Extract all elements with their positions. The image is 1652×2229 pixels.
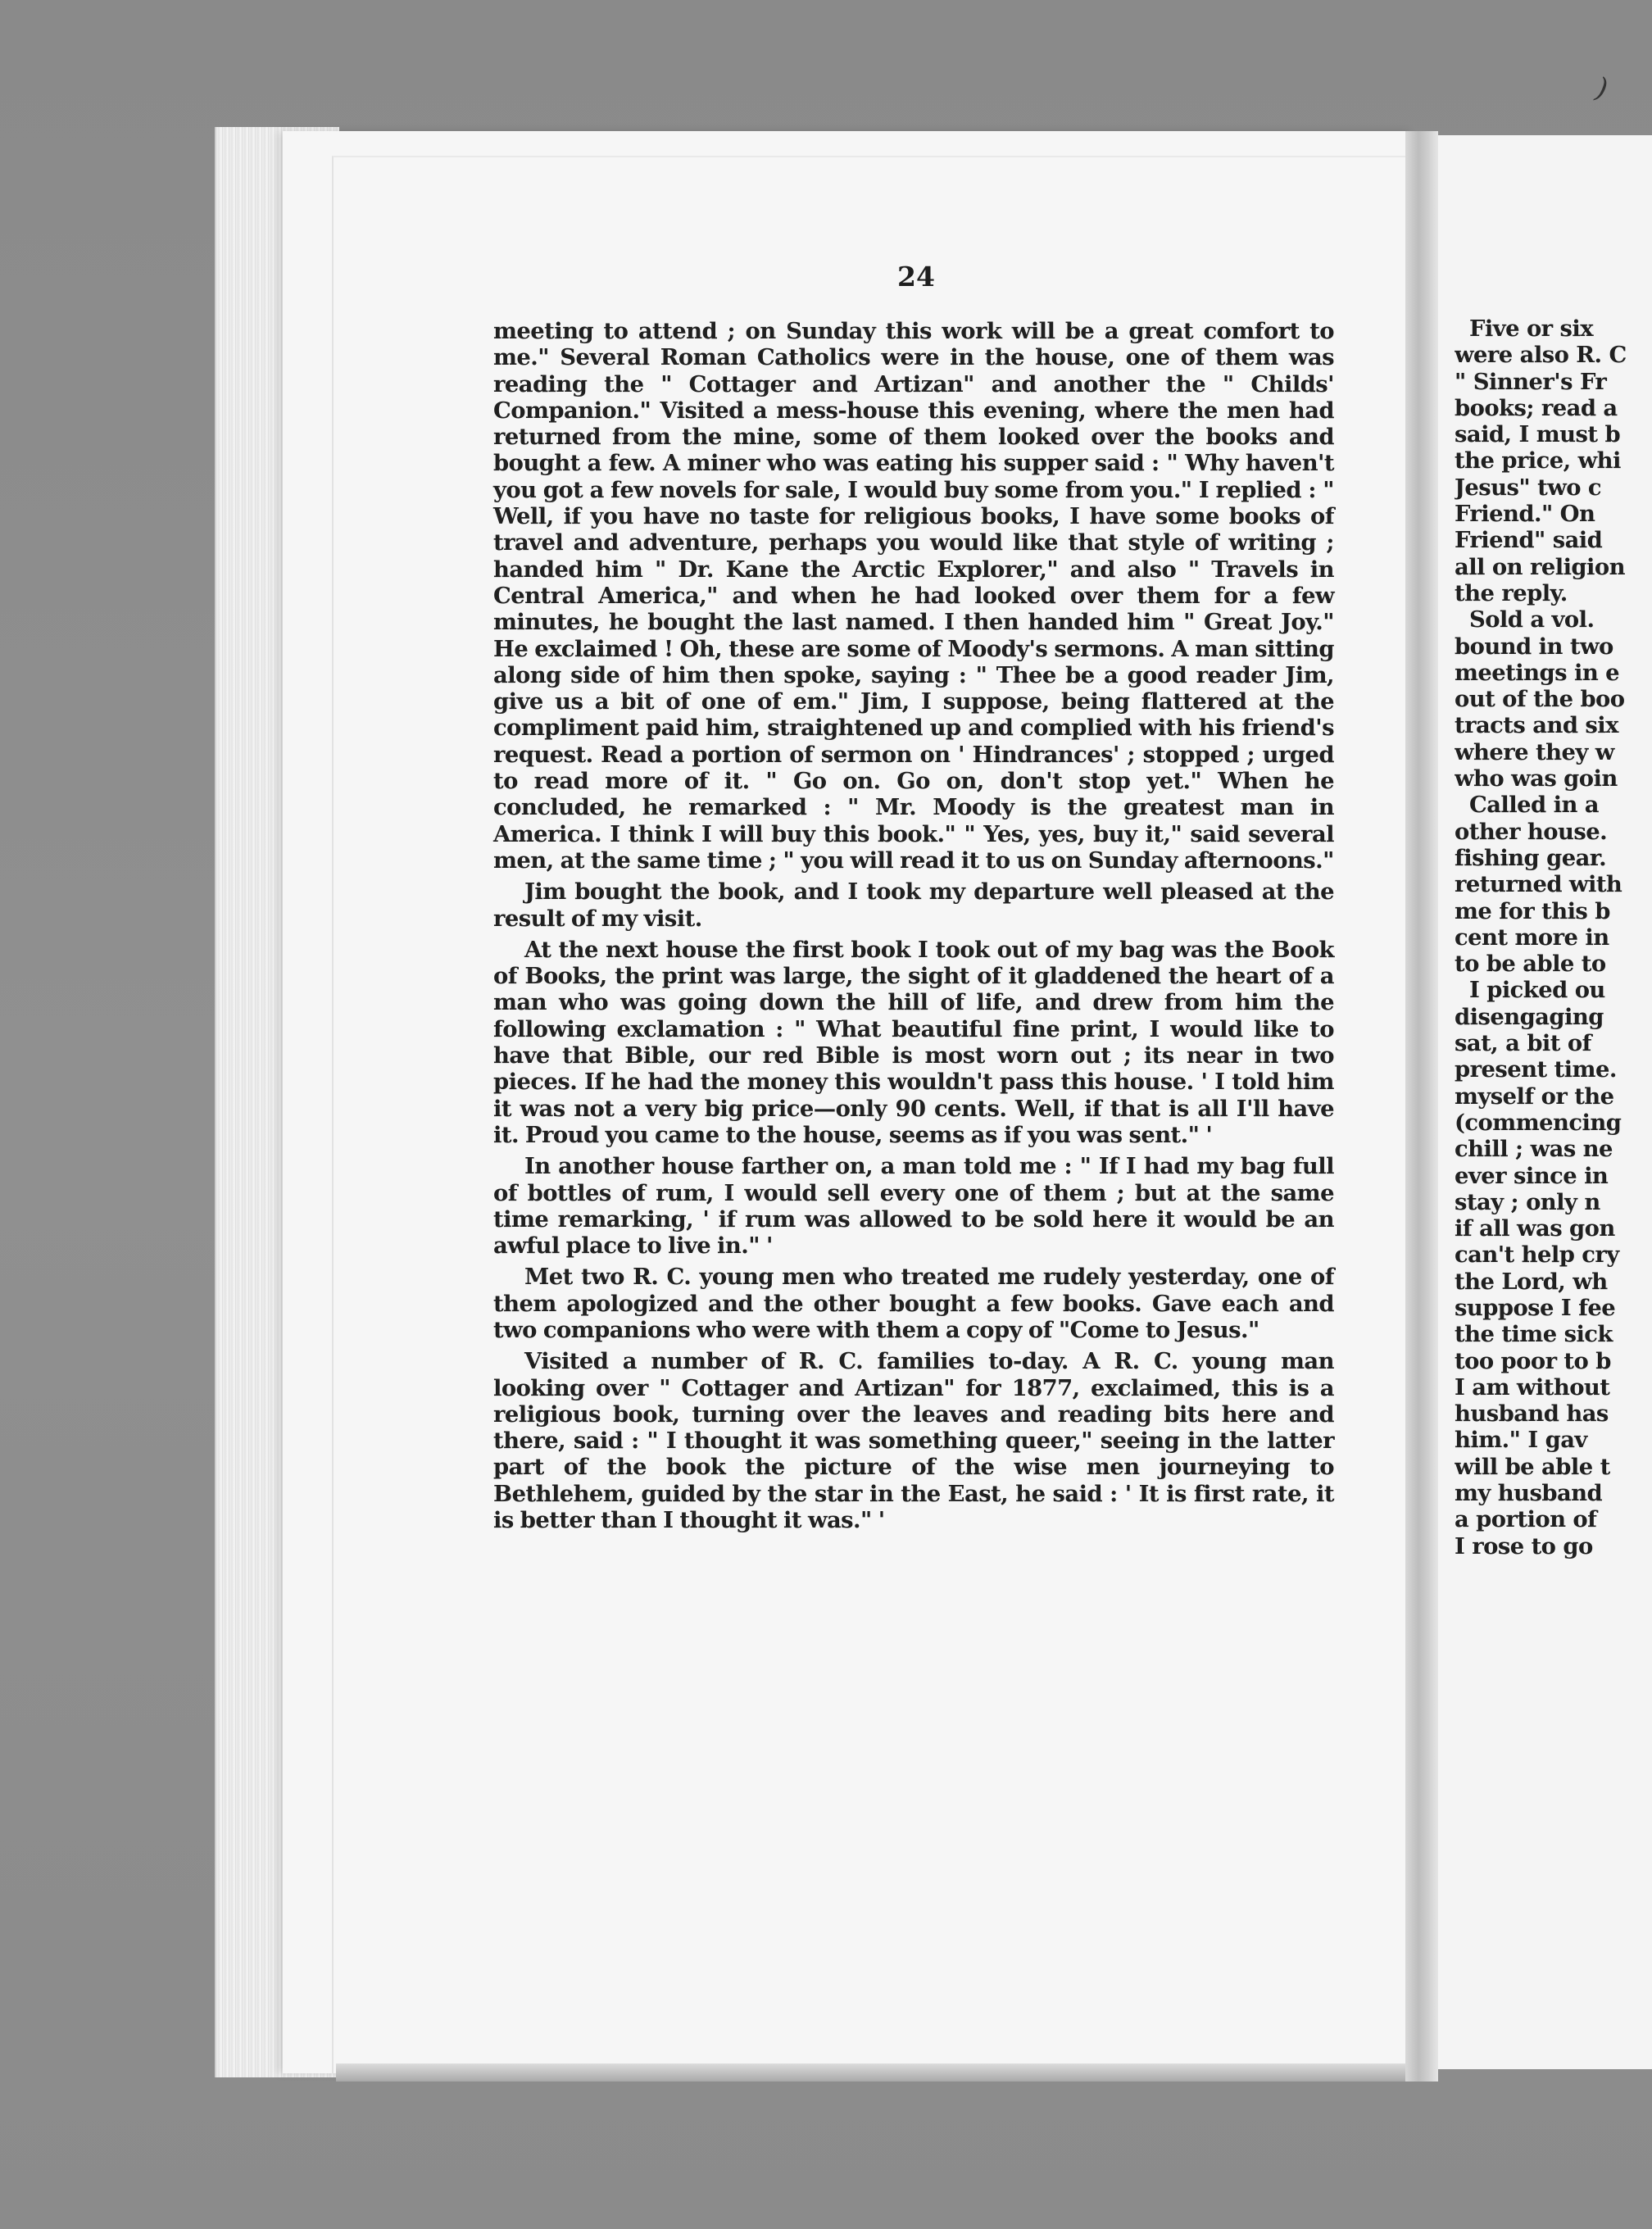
right-page-line: I picked ou bbox=[1455, 977, 1605, 1004]
right-page-line: who was goin bbox=[1455, 765, 1618, 792]
right-page-line: my husband bbox=[1455, 1480, 1603, 1507]
right-page-line: disengaging bbox=[1455, 1003, 1604, 1030]
right-page-line: the reply. bbox=[1455, 579, 1568, 606]
right-page-line: a portion of bbox=[1455, 1506, 1597, 1533]
right-page-line: " Sinner's Fr bbox=[1455, 368, 1607, 395]
paragraph: Visited a number of R. C. families to-day. A R. C. young man looking over " Cottager and Artizan" for 1877, exclaimed, this is a religious book, turning over the leaves and reading bits here and there, said : " I thought it was something queer," seeing in the latter part of the book the picture of the wise men journeying to Bethlehem, guided by the star in the East, he said : ' It is first rate, it is better than I thought it was." ' bbox=[493, 1348, 1334, 1534]
right-page-line: out of the boo bbox=[1455, 686, 1625, 713]
right-page-line: I rose to go bbox=[1455, 1532, 1593, 1559]
right-page-line: Sold a vol. bbox=[1455, 606, 1595, 633]
right-page-line: were also R. C bbox=[1455, 342, 1627, 369]
right-page-line: to be able to bbox=[1455, 951, 1606, 978]
right-page-line: (commencing bbox=[1455, 1109, 1622, 1136]
right-page-line: where they w bbox=[1455, 738, 1614, 765]
right-page-line: suppose I fee bbox=[1455, 1294, 1616, 1321]
right-page-line: the Lord, wh bbox=[1455, 1268, 1608, 1295]
right-page-line: I am without bbox=[1455, 1373, 1610, 1401]
book-gutter bbox=[1405, 131, 1438, 2081]
right-page-line: if all was gon bbox=[1455, 1215, 1615, 1242]
right-page-line: can't help cry bbox=[1455, 1242, 1619, 1269]
book-bottom-edge bbox=[336, 2063, 1438, 2081]
right-page-line: all on religion bbox=[1455, 553, 1625, 580]
right-page-line: too poor to b bbox=[1455, 1347, 1611, 1374]
right-page-line: will be able t bbox=[1455, 1453, 1610, 1480]
right-page-line: ever since in bbox=[1455, 1162, 1609, 1189]
right-page-line: other house. bbox=[1455, 818, 1608, 845]
right-page-line: bound in two bbox=[1455, 633, 1613, 660]
right-page-line: him." I gav bbox=[1455, 1427, 1587, 1454]
right-page-text-fragment bbox=[1455, 316, 1652, 1791]
paragraph: meeting to attend ; on Sunday this work will be a great comfort to me." Several Roman Catholics were in the house, one of them was reading the " Cottager and Artizan" and another the " Childs' Companion." Visited a mess-house this evening, where the men had returned from the mine, some of them looked over the books and bought a few. A miner who was eating his supper said : " Why haven't you got a few novels for sale, I would buy some from you." I replied : " Well, if you have no taste for religious books, I have some books of travel and adventure, perhaps you would like that style of writing ; handed him " Dr. Kane the Arctic Explorer," and also " Travels in Central America," and when he had looked over them for a few minutes, he bought the last named. I then handed him " Great Joy." He exclaimed ! Oh, these are some of Moody's sermons. A man sitting along side of him then spoke, saying : " Thee be a good reader Jim, give us a bit of one of em." Jim, I suppose, being flattered at the compliment paid him, straightened up and complied with his friend's request. Read a portion of sermon on ' Hindrances' ; stopped ; urged to read more of it. " Go on. Go on, don't stop yet." When he concluded, he remarked : " Mr. Moody is the greatest man in America. I think I will buy this book." " Yes, yes, buy it," said several men, at the same time ; " you will read it to us on Sunday afternoons." bbox=[493, 318, 1334, 874]
right-page-line: returned with bbox=[1455, 871, 1622, 898]
page-number: 24 bbox=[897, 261, 935, 293]
right-page-line: tracts and six bbox=[1455, 712, 1618, 739]
right-page-line: stay ; only n bbox=[1455, 1188, 1600, 1215]
paragraph: In another house farther on, a man told me : " If I had my bag full of bottles of rum, I would sell every one of them ; but at the same time remarking, ' if rum was allowed to be sold here it would be an awful place to live in." ' bbox=[493, 1153, 1334, 1260]
right-page-line: present time. bbox=[1455, 1056, 1617, 1083]
right-page-line: me for this b bbox=[1455, 897, 1610, 924]
right-page-line: Called in a bbox=[1455, 792, 1599, 819]
right-page-line: Five or six bbox=[1455, 316, 1594, 342]
right-page-line: husband has bbox=[1455, 1401, 1609, 1428]
right-page-line: Friend" said bbox=[1455, 527, 1603, 554]
left-page-text bbox=[493, 318, 1334, 1538]
right-page-line: chill ; was ne bbox=[1455, 1136, 1613, 1163]
right-page-line: said, I must b bbox=[1455, 421, 1621, 448]
right-page-line: meetings in e bbox=[1455, 659, 1620, 686]
right-page-line: cent more in bbox=[1455, 924, 1609, 951]
right-page-line: the price, whi bbox=[1455, 447, 1621, 474]
right-page-line: Jesus" two c bbox=[1455, 474, 1602, 501]
right-page-line: the time sick bbox=[1455, 1321, 1613, 1348]
right-page-line: Friend." On bbox=[1455, 501, 1595, 528]
paragraph: Jim bought the book, and I took my departure well pleased at the result of my visit. bbox=[493, 878, 1334, 932]
paragraph: Met two R. C. young men who treated me rudely yesterday, one of them apologized and the other bought a few books. Gave each and two companions who were with them a copy of "Come to Jesus." bbox=[493, 1264, 1334, 1343]
corner-pencil-mark: ) bbox=[1592, 71, 1611, 106]
paragraph: At the next house the first book I took out of my bag was the Book of Books, the print was large, the sight of it gladdened the heart of a man who was going down the hill of life, and drew from him the following exclamation : " What beautiful fine print, I would like to have that Bible, our red Bible is most worn out ; its near in two pieces. If he had the money this wouldn't pass this house. ' I told him it was not a very big price—only 90 cents. Well, if that is all I'll have it. Proud you came to the house, seems as if you was sent." ' bbox=[493, 936, 1334, 1148]
right-page-line: sat, a bit of bbox=[1455, 1030, 1591, 1057]
right-page-line: books; read a bbox=[1455, 394, 1618, 421]
right-page-line: fishing gear. bbox=[1455, 844, 1607, 871]
right-page-line: myself or the bbox=[1455, 1083, 1614, 1110]
